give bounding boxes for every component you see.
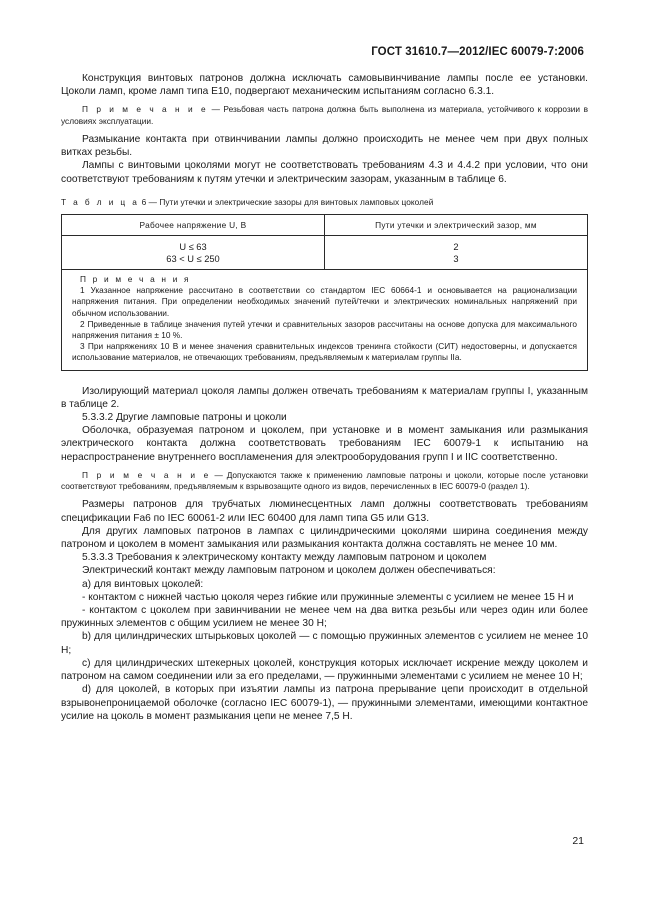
paragraph-enclosure: Оболочка, образуемая патроном и цоколем, при установке и в момент замыкания или размыкания электрического контакта должна соответствовать требованиям IEC 60079-1 к испытанию на нераспространение внутреннего воспламенения для электрооборудования групп I и IIC соответственно. (61, 425, 588, 463)
table-caption-text: 6 — Пути утечки и электрические зазоры для винтовых ламповых цоколей (139, 196, 434, 207)
standard-header: ГОСТ 31610.7—2012/IEC 60079-7:2006 (371, 46, 584, 58)
list-item-a: а) для винтовых цоколей: (82, 578, 204, 590)
paragraph-screw-holders: Конструкция винтовых патронов должна исключать самовывинчивание лампы после ее установки. Цоколи ламп, кроме ламп типа E10, подвергают механическим испытаниям согласно 6.3.1. (61, 73, 588, 98)
note-label: П р и м е ч а н и е (82, 104, 208, 115)
table-header-voltage: Рабочее напряжение U, В (62, 215, 325, 236)
list-item-c: с) для цилиндрических штекерных цоколей, конструкция которых исключает искрение между цоколем и патроном на самом соединении или за его пределами, — пружинными элементами с усилием не менее 10 Н; (61, 657, 588, 683)
table-caption-label: Т а б л и ц а (61, 196, 140, 207)
list-item-a1: - контактом с нижней частью цоколя через гибкие или пружинные элементы с усилием не менее 15 Н и (82, 591, 574, 603)
list-item-d: d) для цоколей, в которых при изъятии лампы из патрона прерывание цепи происходит в отдельной взрывонепроницаемой оболочке (согласно IEC 60079-1), — пружинными элементами, имеющими контактное усилие на цоколь в момент размыкания цепи не менее 7,5 Н. (61, 684, 588, 722)
table-value: 63 < U ≤ 250 (166, 253, 220, 264)
table-cell-clearance (325, 236, 588, 270)
table-value: U ≤ 63 (179, 242, 207, 253)
note-thread-material (61, 104, 588, 127)
note-text: — Допускаются также к применению ламповые патроны и цоколи, которые после установки соответствуют требованиям, предъявляемым к взрывозащите одного из видов, перечисленных в IEC 60079-0 (раздел 1). (61, 469, 588, 492)
note-text: — Резьбовая часть патрона должна быть выполнена из материала, устойчивого к коррозии в условиях эксплуатации. (61, 104, 588, 126)
paragraph-cylindrical-caps: Для других ламповых патронов в лампах с цилиндрическими цоколями ширина соединения между патроном и цоколем в момент замыкания или размыкания контакта должна составлять не менее 10 мм. (61, 525, 588, 551)
table-note-3: 3 При напряжениях 10 В и менее значения сравнительных индексов тренинга стойкости (СИТ) недостоверны, и допускается использование материалов, не отвечающих требованиям, предъявляемым к материалам группы IIa. (72, 341, 577, 363)
table-creepage-clearance (61, 214, 588, 371)
list-item-b: b) для цилиндрических штырьковых цоколей — с помощью пружинных элементов с усилием не менее 10 Н; (61, 631, 588, 656)
table-value: 2 (453, 242, 459, 253)
section-heading-5332: 5.3.3.2 Другие ламповые патроны и цоколи (82, 412, 287, 424)
paragraph-screw-caps: Лампы с винтовыми цоколями могут не соответствовать требованиям 4.3 и 4.4.2 при условии, что они соответствуют требованиям к путям утечки и электрическим зазорам, указанным в таблице 6. (61, 160, 588, 185)
table-caption (61, 196, 588, 209)
paragraph-tubular-lamps: Размеры патронов для трубчатых люминесцентных ламп должны соответствовать требованиям спецификации Fa6 по IEC 60061-2 или IEC 60400 для ламп типа G5 или G13. (61, 499, 588, 524)
paragraph-contact-break: Размыкание контакта при отвинчивании лампы должно происходить не менее чем при двух полных витках резьбы. (61, 134, 588, 159)
table-header-clearance: Пути утечки и электрический зазор, мм (325, 215, 588, 236)
table-note-1: 1 Указанное напряжение рассчитано в соответствии со стандартом IEC 60664-1 и основывается на рационализации напряжения питания. При определении необходимых значений путей/течки и электрических номинальных напряжений при обычном использовании. (72, 285, 577, 318)
section-heading-5333: 5.3.3.3 Требования к электрическому контакту между ламповым патроном и цоколем (82, 552, 487, 564)
page-content (61, 72, 588, 723)
paragraph-contact-intro: Электрический контакт между ламповым патроном и цоколем должен обеспечиваться: (82, 565, 496, 577)
note-alternative-holders (61, 470, 588, 493)
list-item-a2: - контактом с цоколем при завинчивании не менее чем на два витка резьбы или через один или более пружинных элементов с общим усилием не менее 30 Н; (61, 605, 588, 630)
note-label: П р и м е ч а н и е (82, 469, 211, 480)
page-number: 21 (572, 835, 584, 847)
table-notes-title: П р и м е ч а н и я (80, 274, 191, 285)
table-notes (62, 270, 588, 371)
table-cell-voltage (62, 236, 325, 270)
table-note-2: 2 Приведенные в таблице значения путей утечки и сравнительных зазоров рассчитаны на основе допуска для максимального напряжения питания ± 10 %. (72, 318, 577, 341)
table-value: 3 (453, 253, 459, 264)
paragraph-insulating-material: Изолирующий материал цоколя лампы должен отвечать требованиям к материалам группы I, указанным в таблице 2. (61, 385, 588, 410)
